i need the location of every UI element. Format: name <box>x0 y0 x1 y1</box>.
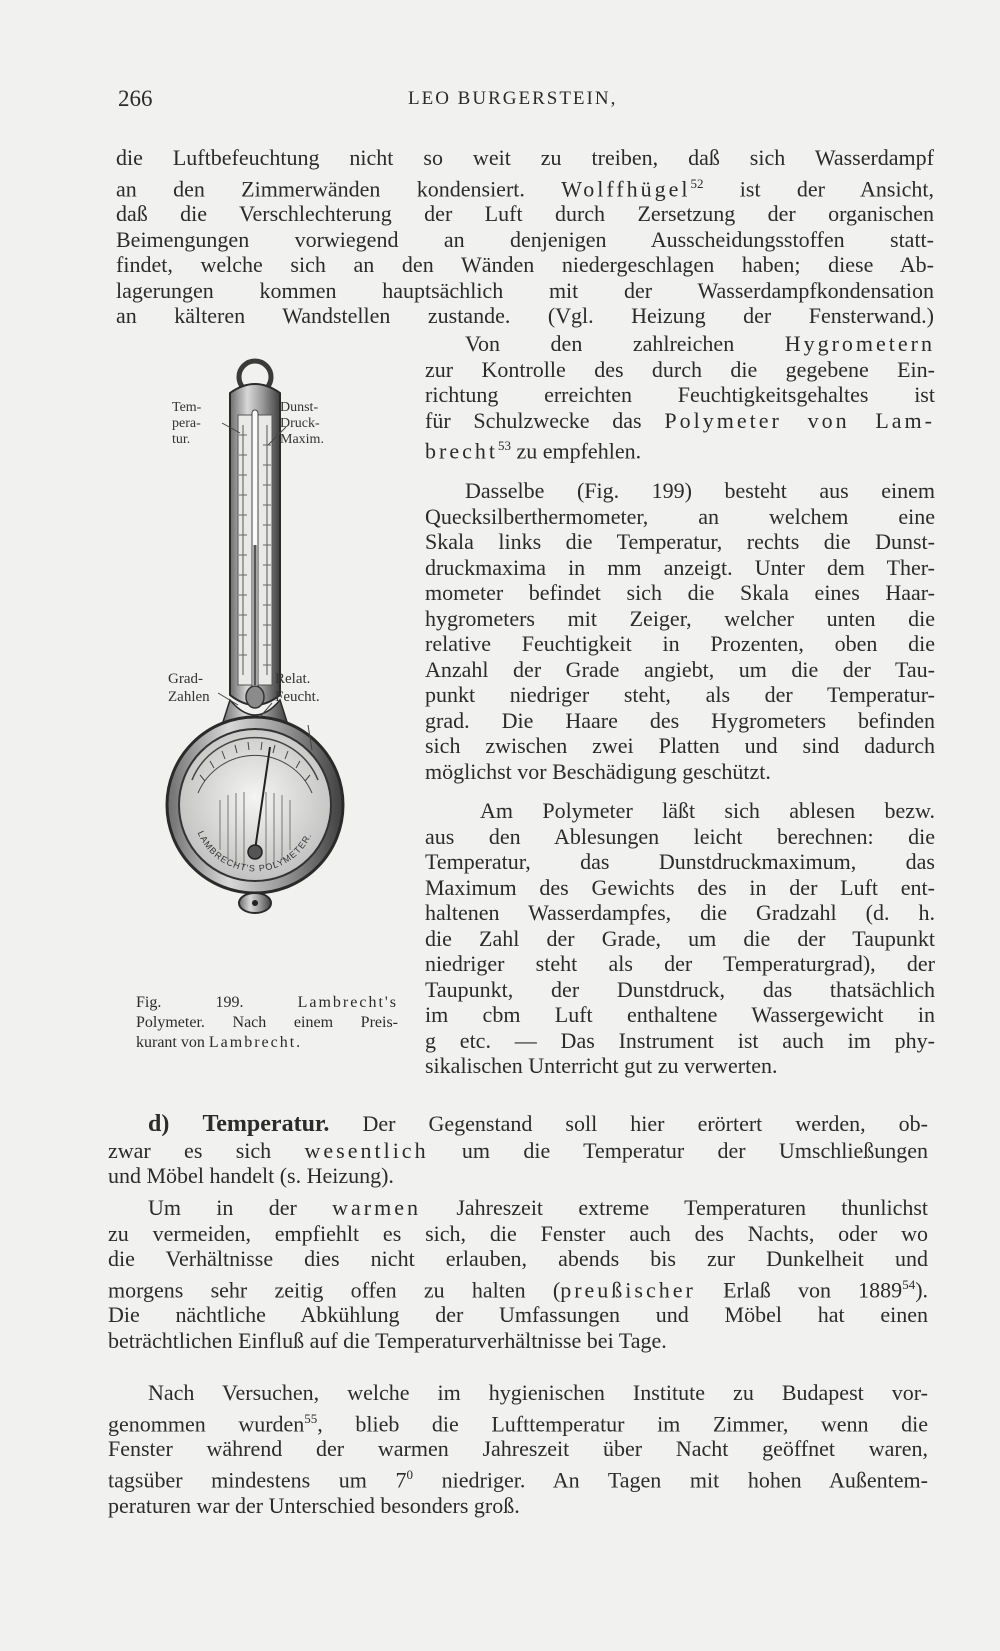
author-name: brecht <box>425 438 498 464</box>
section-temperature <box>108 1111 928 1189</box>
text-line: d) Temperatur. Der Gegenstand soll hier erörtert werden, ob- <box>148 1111 929 1137</box>
text-line: Dasselbe (Fig. 199) besteht aus einem <box>465 478 935 503</box>
footnote-ref: 55 <box>304 1410 318 1426</box>
text-line: druckmaxima in mm anzeigt. Unter dem Ther- <box>425 554 935 580</box>
dial-inscription: LAMBRECHT'S POLYMETER. <box>195 829 314 874</box>
paragraph-budapest-experiments <box>108 1380 928 1518</box>
polymeter-figure <box>150 355 410 975</box>
page-number: 266 <box>118 86 153 111</box>
text-line: Anzahl der Grade angiebt, um die der Tau- <box>425 656 935 682</box>
text-line: morgens sehr zeitig offen zu halten (preußischer Erlaß von 1889$^{54}$). <box>108 1276 929 1302</box>
term-polymeter: Polymeter von Lam- <box>664 407 935 433</box>
text-line: grad. Die Haare des Hygrometers befinden <box>425 707 935 733</box>
text-line: Nach Versuchen, welche im hygienischen Institute zu Budapest vor- <box>148 1380 928 1405</box>
paragraph-readings <box>425 798 935 1079</box>
text-line: sich zwischen zwei Platten und sind dadurch <box>425 733 935 758</box>
text-line: mometer befindet sich die Skala eines Haar- <box>425 580 935 605</box>
text-line: die Verhältnisse dies nicht erlauben, abends bis zur Dunkelheit und <box>108 1246 928 1271</box>
text-line: die Luftbefeuchtung nicht so weit zu treiben, daß sich Wasserdampf <box>116 145 934 170</box>
text-line: tagsüber mindestens um $7^0$ niedriger. An Tagen mit hohen Außentem- <box>108 1466 928 1493</box>
text-line: Fenster während der warmen Jahreszeit über Nacht geöffnet waren, <box>108 1436 928 1462</box>
text-line: die Zahl der Grade, um die der Taupunkt <box>425 925 935 951</box>
text-line: punkt niedriger steht, als der Temperatur- <box>425 682 935 707</box>
footnote-ref: 53 <box>497 438 511 453</box>
text-line: brecht$^{53}$ zu empfehlen. <box>425 438 642 464</box>
text-line: Die nächtliche Abkühlung der Umfassungen und Möbel hat einen <box>108 1302 928 1328</box>
text-line: relative Feuchtigkeit in Prozenten, oben die <box>425 631 935 656</box>
text-line: richtung erreichten Feuchtigkeitsgehaltes ist <box>425 382 935 407</box>
label-degree-numbers: Grad- Zahlen <box>168 671 210 705</box>
author-name: Wolffhügel <box>561 175 691 201</box>
label-relative-humidity: Relat. Feucht. <box>275 671 320 705</box>
text-line: Um in der warmen Jahreszeit extreme Temperaturen thunlichst <box>148 1195 929 1220</box>
paragraph-description <box>425 478 935 784</box>
text-line: Maximum des Gewichts des in der Luft ent- <box>425 874 935 900</box>
running-head: LEO BURGERSTEIN, <box>408 88 618 109</box>
page-header <box>118 86 928 116</box>
text-line: findet, welche sich an den Wänden niedergeschlagen haben; diese Ab- <box>116 252 934 278</box>
label-vapor-pressure-max: Dunst- Druck- Maxim. <box>280 400 324 447</box>
caption-line: kurant von Lambrecht. <box>136 1034 303 1051</box>
text-line: genommen wurden$^{55}$, blieb die Lufttemperatur im Zimmer, wenn die <box>108 1410 928 1436</box>
text-line: lagerungen kommen hauptsächlich mit der Wasserdampfkondensation <box>116 277 934 303</box>
text-line: Beimengungen vorwiegend an denjenigen Ausscheidungsstoffen statt- <box>116 226 934 252</box>
text-line: Taupunkt, der Dunstdruck, das thatsächlich <box>425 976 935 1002</box>
text-line: peraturen war der Unterschied besonders groß. <box>108 1492 520 1518</box>
caption-line: Fig. 199. Lambrecht's <box>136 994 398 1011</box>
text-line: aus den Ablesungen leicht berechnen: die <box>425 823 935 849</box>
emphasis: preußischer <box>560 1276 696 1302</box>
text-line: an kälteren Wandstellen zustande. (Vgl. Heizung der Fensterwand.) <box>116 303 934 329</box>
section-heading: d) Temperatur. <box>148 1111 330 1137</box>
text-line: Temperatur, das Dunstdruckmaximum, das <box>425 849 935 874</box>
text-line: zwar es sich wesentlich um die Temperatur der Umschließungen <box>108 1137 929 1163</box>
text-line: Von den zahlreichen Hygrometern <box>465 331 935 356</box>
text-line: niedriger steht als der Temperaturgrad), der <box>425 951 935 976</box>
text-line: g etc. — Das Instrument ist auch im phy- <box>425 1027 935 1053</box>
polymeter-illustration <box>150 355 410 975</box>
text-line: daß die Verschlechterung der Luft durch Zersetzung der organischen <box>116 201 934 227</box>
text-line: zur Kontrolle des durch die gegebene Ein- <box>425 356 935 382</box>
text-line: möglichst vor Beschädigung geschützt. <box>425 758 771 784</box>
figure-caption <box>136 993 398 1053</box>
text-line: haltenen Wasserdampfes, die Gradzahl (d. h. <box>425 900 935 925</box>
label-temperature: Tem- pera- tur. <box>172 400 202 447</box>
text-line: hygrometers mit Zeiger, welcher unten die <box>425 605 935 631</box>
text-line: sikalischen Unterricht gut zu verwerten. <box>425 1053 778 1078</box>
caption-line: Polymeter. Nach einem Preis- <box>136 1014 398 1031</box>
emphasis: wesentlich <box>304 1137 429 1163</box>
emphasis: warmen <box>332 1195 421 1220</box>
text-line: und Möbel handelt (s. Heizung). <box>108 1163 394 1188</box>
text-line: im cbm Luft enthaltene Wassergewicht in <box>425 1002 935 1027</box>
text-line: Skala links die Temperatur, rechts die Dunst- <box>425 529 935 554</box>
text-line: Quecksilberthermometer, an welchem eine <box>425 503 935 529</box>
text-line: an den Zimmerwänden kondensiert. Wolffhügel$^{52}$ ist der Ansicht, <box>116 175 934 201</box>
paragraph-humidification <box>116 145 934 329</box>
text-line: beträchtlichen Einfluß auf die Temperaturverhältnisse bei Tage. <box>108 1327 667 1353</box>
paragraph-hygrometer <box>425 331 935 464</box>
footnote-ref: 54 <box>902 1276 916 1292</box>
footnote-ref: 52 <box>690 175 704 191</box>
text-line: Am Polymeter läßt sich ablesen bezw. <box>480 798 935 823</box>
degree-sign: 0 <box>406 1466 413 1482</box>
paragraph-warm-season <box>108 1195 928 1353</box>
text-line: für Schulzwecke das Polymeter von Lam- <box>425 407 935 433</box>
term-hygrometer: Hygrometern <box>784 331 935 356</box>
text-line: zu vermeiden, empfiehlt es sich, die Fenster auch des Nachts, oder wo <box>108 1220 928 1246</box>
